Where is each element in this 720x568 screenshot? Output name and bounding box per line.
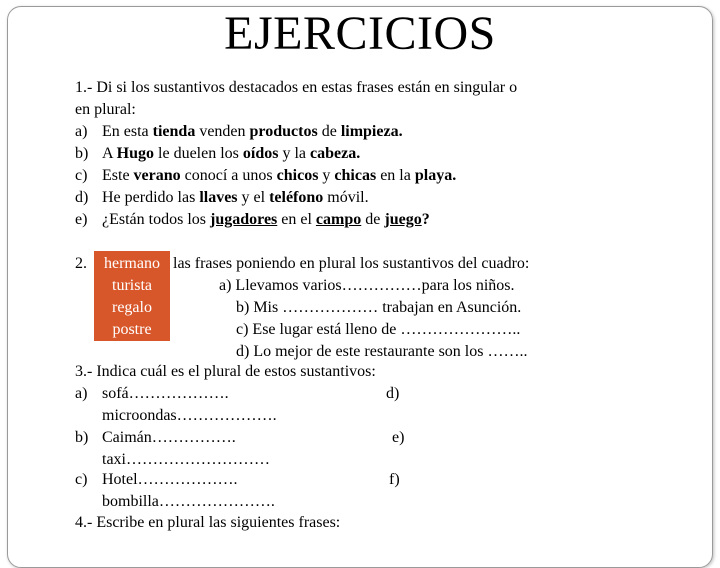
highlighted-noun: oídos <box>242 145 279 162</box>
box-word: regalo <box>112 299 152 316</box>
ex2-item-a: a) Llevamos varios……………para los niños. <box>219 277 515 294</box>
ex2-heading: las frases poniendo en plural los sustantivos del cuadro: <box>173 255 530 272</box>
highlighted-noun: llaves <box>199 189 238 206</box>
ex2-heading-start: 2. <box>75 255 87 272</box>
ex3-item-a-cont: microondas………………. <box>102 407 277 424</box>
highlighted-noun: playa <box>414 167 453 184</box>
ex3-item-b: b) Caimán……………. <box>75 429 236 446</box>
box-word: postre <box>112 321 152 338</box>
ex1-item-c: c) Este verano conocí a unos chicos y chicas en la playa. <box>75 167 457 184</box>
highlighted-noun: teléfono <box>269 189 324 206</box>
ex3-item-c: c) Hotel………………. <box>75 471 238 488</box>
ex2-item-c: c) Ese lugar está lleno de ………………….. <box>236 321 521 338</box>
item-marker: e) <box>75 211 88 228</box>
ex1-heading-line2: en plural: <box>75 101 136 118</box>
highlighted-noun: productos <box>249 123 318 140</box>
highlighted-noun: campo <box>315 211 362 228</box>
highlighted-noun: Hugo <box>116 145 155 162</box>
item-marker: c) <box>75 167 88 184</box>
ex4-heading: 4.- Escribe en plural las siguientes frases: <box>75 514 341 531</box>
ex1-item-a: a) En esta tienda venden productos de limpieza. <box>75 123 403 140</box>
highlighted-noun: jugadores <box>210 211 278 228</box>
highlighted-noun: tienda <box>152 123 196 140</box>
ex1-item-b: b) A Hugo le duelen los oídos y la cabeza. <box>75 145 361 162</box>
highlighted-noun: verano <box>133 167 181 184</box>
item-marker: b) <box>75 145 89 162</box>
ex3-heading: 3.- Indica cuál es el plural de estos sustantivos: <box>75 363 376 380</box>
ex1-heading-line1: 1.- Di si los sustantivos destacados en estas frases están en singular o <box>75 79 518 96</box>
ex1-item-d: d) He perdido las llaves y el teléfono móvil. <box>75 189 369 206</box>
highlighted-noun: chicos <box>276 167 319 184</box>
ex3-item-f: f) <box>389 471 400 488</box>
highlighted-noun: juego <box>384 211 422 228</box>
item-marker: d) <box>75 189 89 206</box>
word-box <box>94 251 170 341</box>
highlighted-noun: cabeza <box>310 145 357 162</box>
ex3-item-e: e) <box>392 429 405 446</box>
ex2-item-b: b) Mis ……………… trabajan en Asunción. <box>236 299 522 316</box>
item-marker: a) <box>75 123 88 140</box>
ex3-item-d: d) <box>386 385 400 402</box>
ex1-item-e: e) ¿Están todos los jugadores en el campo de juego? <box>75 211 430 228</box>
page-title: EJERCICIOS <box>224 7 496 60</box>
ex3-item-c-cont: bombilla…………………. <box>102 493 275 510</box>
box-word: turista <box>112 277 152 294</box>
ex2-item-d: d) Lo mejor de este restaurante son los …….. <box>236 343 528 360</box>
highlighted-noun: chicas <box>334 167 377 184</box>
highlighted-noun: limpieza <box>340 123 399 140</box>
box-word: hermano <box>104 255 160 272</box>
ex3-item-a: a) sofá………………. <box>75 385 229 402</box>
ex3-item-b-cont: taxi……………………… <box>102 451 270 468</box>
